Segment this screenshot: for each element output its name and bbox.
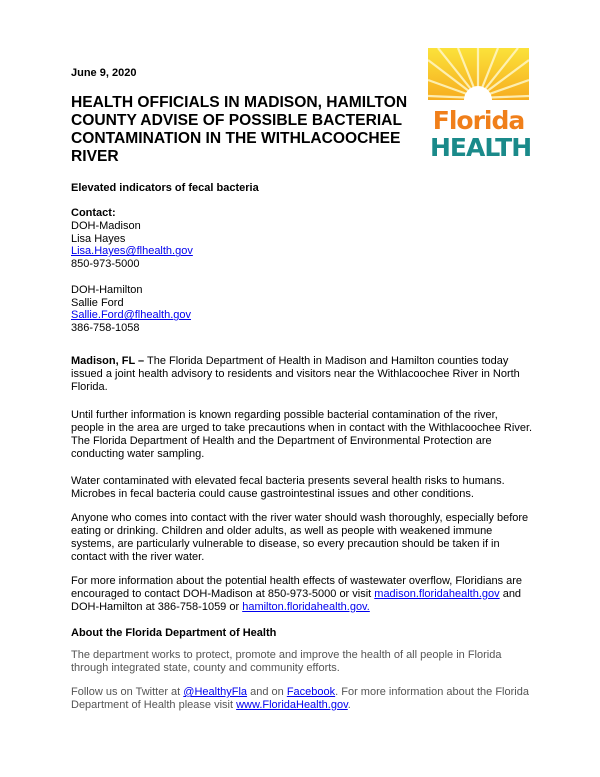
follow-text-c: . For more information about the Florida Department of Health please visit: [71, 686, 529, 711]
follow-text-d: .: [347, 698, 351, 711]
twitter-link[interactable]: @HealthyFla: [183, 686, 248, 698]
follow-text-b: and on: [247, 686, 287, 698]
more-info-text-b: and DOH-Hamilton at 386-758-1059 or: [71, 587, 522, 613]
paragraph-intro-text: The Florida Department of Health in Madison and Hamilton counties today issued a joint health advisory to residents and visitors near the Withlacoochee River in North Florida.: [71, 355, 520, 393]
logo-word-health: HEALTH: [430, 133, 532, 162]
release-date: June 9, 2020: [71, 67, 137, 79]
contact-label: Contact:: [71, 207, 116, 219]
paragraph-health-risks: Water contaminated with elevated fecal bacteria presents several health risks to humans. Microbes in fecal bacteria could cause gastrointestinal issues and other conditions.: [71, 475, 505, 500]
about-heading: About the Florida Department of Health: [71, 627, 277, 639]
more-info-text-a: For more information about the potential health effects of wastewater overflow, Floridians are encouraged to contact DOH-Madison at 850-973-5000 or visit: [71, 575, 523, 600]
dateline: Madison, FL –: [71, 355, 145, 367]
about-paragraph: The department works to protect, promote and improve the health of all people in Florida through integrated state, county and community efforts.: [71, 649, 502, 674]
hamilton-org: DOH-Hamilton: [71, 283, 143, 296]
follow-paragraph: [71, 686, 533, 712]
subheadline: Elevated indicators of fecal bacteria: [71, 182, 259, 194]
logo-word-florida: Florida: [432, 106, 525, 135]
madison-org: DOH-Madison: [71, 219, 141, 232]
hamilton-website-link[interactable]: hamilton.floridahealth.gov.: [242, 600, 370, 613]
headline: HEALTH OFFICIALS IN MADISON, HAMILTON COUNTY ADVISE OF POSSIBLE BACTERIAL CONTAMINATION IN THE WITHLACOOCHEE RIVER: [71, 94, 408, 165]
madison-phone: 850-973-5000: [71, 258, 140, 271]
paragraph-intro: [71, 355, 533, 394]
facebook-link[interactable]: Facebook: [286, 686, 336, 698]
follow-text-a: Follow us on Twitter at: [71, 686, 184, 698]
website-link[interactable]: www.FloridaHealth.gov: [236, 698, 348, 711]
florida-health-logo: [428, 48, 532, 164]
hamilton-contact-name: Sallie Ford: [71, 296, 124, 309]
hamilton-phone: 386-758-1058: [71, 322, 140, 335]
paragraph-wash-advice: Anyone who comes into contact with the river water should wash thoroughly, especially before eating or drinking. Children and older adults, as well as people with weakened immune systems, are particularly vulnerable to disease, so every precaution should be taken if in contact with the river water.: [71, 512, 529, 563]
sunburst-icon: [428, 48, 529, 106]
madison-website-link[interactable]: madison.floridahealth.gov: [374, 587, 500, 600]
paragraph-more-info: [71, 575, 533, 614]
paragraph-precautions: Until further information is known regarding possible bacterial contamination of the river, people in the area are urged to take precautions when in contact with the Withlacoochee River. The Florida Department of Health and the Department of Environmental Protection are conducting water sampling.: [71, 409, 533, 460]
hamilton-email-link[interactable]: Sallie.Ford@flhealth.gov: [71, 309, 192, 322]
contact-block: [71, 207, 193, 335]
madison-contact-name: Lisa Hayes: [71, 232, 126, 245]
madison-email-link[interactable]: Lisa.Hayes@flhealth.gov: [71, 245, 193, 258]
